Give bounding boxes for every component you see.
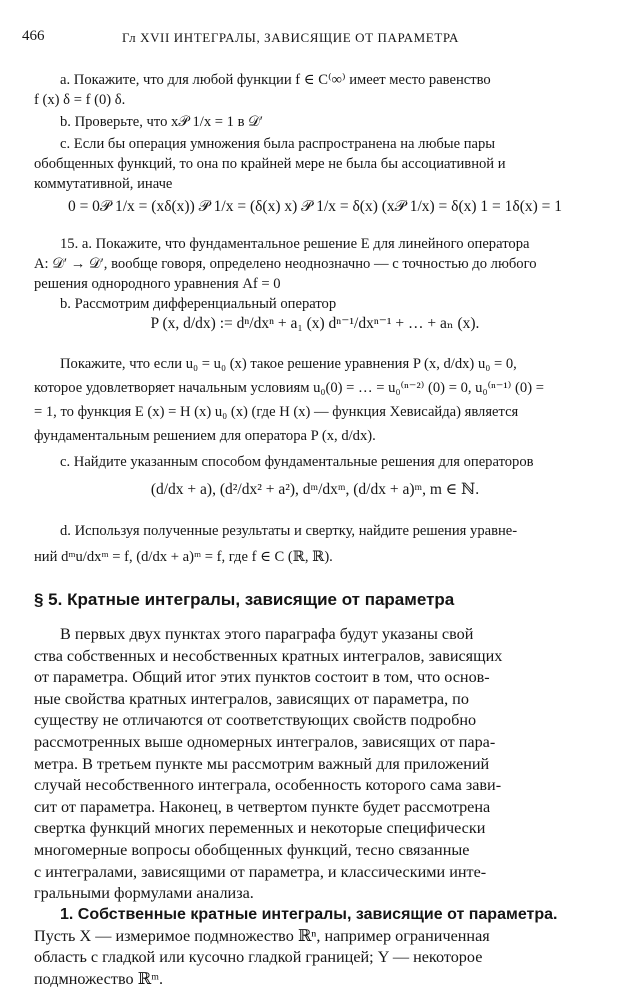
paragraph-line: существу не отличаются от соответствующих свойств подробно bbox=[34, 711, 477, 730]
problem-15-b: b. Рассмотрим дифференциальный оператор bbox=[60, 296, 337, 312]
exercise-c-line1: c. Если бы операция умножения была распространена на любые пары bbox=[60, 136, 496, 152]
paragraph-line: свертка функций многих переменных и некоторые специфически bbox=[34, 819, 486, 838]
paragraph-line: гральными формулами анализа. bbox=[34, 884, 254, 903]
subsection bbox=[34, 904, 596, 990]
paragraph-line: с интегралами, зависящими от параметра, и классическими инте- bbox=[34, 862, 487, 881]
problem-15-line3: решения однородного уравнения Af = 0 bbox=[34, 276, 281, 292]
paragraph-line: многомерные вопросы обобщенных функций, тесно связанные bbox=[34, 840, 470, 859]
subsection-title: 1. Собственные кратные интегралы, зависящие от параметра. bbox=[60, 906, 558, 923]
paragraph-line: В первых двух пунктах этого параграфа будут указаны свой bbox=[60, 625, 474, 643]
show-line2: которое удовлетворяет начальным условиям u₀(0) = … = u₀⁽ⁿ⁻²⁾ (0) = 0, u₀⁽ⁿ⁻¹⁾ (0) = bbox=[34, 380, 544, 396]
problem-15-line2: A: 𝒟′ → 𝒟′, вообще говоря, определено неоднозначно — с точностью до любого bbox=[34, 256, 537, 272]
page-header bbox=[22, 28, 602, 50]
paragraph-line: рассмотренных выше одномерных интегралов, зависящих от пара- bbox=[34, 732, 496, 751]
problem-15-a bbox=[34, 234, 596, 314]
exercise-c-line3: коммутативной, иначе bbox=[34, 176, 173, 192]
exercise-a-line2: f (x) δ = f (0) δ. bbox=[34, 92, 126, 108]
section-title: § 5. Кратные интегралы, зависящие от параметра bbox=[34, 590, 455, 609]
equation-operator: P (x, d/dx) := dⁿ/dxⁿ + a₁ (x) dⁿ⁻¹/dxⁿ⁻¹ + … + aₙ (x). bbox=[150, 315, 480, 332]
show-line4: фундаментальным решением для оператора P (x, d/dx). bbox=[34, 428, 376, 444]
exercise-a-line1: а. Покажите, что для любой функции f ∈ C⁽∞⁾ имеет место равенство bbox=[60, 72, 491, 88]
section-paragraph bbox=[34, 624, 596, 905]
problem-15-d-line2: ний dᵐu/dxᵐ = f, (d/dx + a)ᵐ = f, где f ∈ C (ℝ, ℝ). bbox=[34, 549, 333, 565]
exercise-c bbox=[34, 134, 596, 194]
equation-associativity: 0 = 0𝒫 1/x = (xδ(x)) 𝒫 1/x = (δ(x) x) 𝒫 1/x = δ(x) (x𝒫 1/x) = δ(x) 1 = 1δ(x) = 1 bbox=[67, 198, 563, 215]
paragraph-line: случай несобственного интеграла, особенность которого сама зави- bbox=[34, 776, 502, 795]
problem-15-d bbox=[34, 518, 596, 570]
paragraph-line: метра. В третьем пункте мы рассмотрим важный для приложений bbox=[34, 754, 490, 773]
exercise-b-line: b. Проверьте, что x𝒫 1/x = 1 в 𝒟′ bbox=[60, 114, 263, 130]
problem-15-c-line: c. Найдите указанным способом фундаментальные решения для операторов bbox=[60, 454, 534, 470]
problem-15-line1: 15. а. Покажите, что фундаментальное решение E для линейного оператора bbox=[60, 236, 530, 252]
show-line1: Покажите, что если u₀ = u₀ (x) такое решение уравнения P (x, d/dx) u₀ = 0, bbox=[60, 356, 517, 372]
subsection-line: Пусть X — измеримое подмножество ℝⁿ, например ограниченная bbox=[34, 926, 490, 945]
subsection-line: область с гладкой или кусочно гладкой границей; Y — некоторое bbox=[34, 948, 483, 967]
problem-15-d-line1: d. Используя полученные результаты и свертку, найдите решения уравне- bbox=[60, 523, 518, 539]
paragraph-line: ные свойства кратных интегралов, зависящих от параметра, по bbox=[34, 689, 469, 708]
running-head: Гл XVII ИНТЕГРАЛЫ, ЗАВИСЯЩИЕ ОТ ПАРАМЕТРА bbox=[122, 30, 460, 45]
subsection-line: подмножество ℝᵐ. bbox=[34, 969, 164, 988]
problem-15-show bbox=[34, 352, 596, 448]
paragraph-line: от параметра. Общий итог этих пунктов состоит в том, что основ- bbox=[34, 668, 490, 687]
exercise-a bbox=[34, 70, 596, 110]
show-line3: = 1, то функция E (x) = H (x) u₀ (x) (где H (x) — функция Хевисайда) является bbox=[34, 404, 519, 420]
page-number: 466 bbox=[22, 28, 45, 44]
exercise-c-line2: обобщенных функций, то она по крайней мере не была бы ассоциативной и bbox=[34, 156, 506, 172]
exercise-b bbox=[34, 112, 596, 132]
paragraph-line: ства собственных и несобственных кратных интегралов, зависящих bbox=[34, 646, 503, 665]
problem-15-c bbox=[34, 452, 596, 472]
equation-operators-list: (d/dx + a), (d²/dx² + a²), dᵐ/dxᵐ, (d/dx + a)ᵐ, m ∈ ℕ. bbox=[150, 481, 480, 498]
paragraph-line: сит от параметра. Наконец, в четвертом пункте будет рассмотрена bbox=[34, 797, 491, 816]
